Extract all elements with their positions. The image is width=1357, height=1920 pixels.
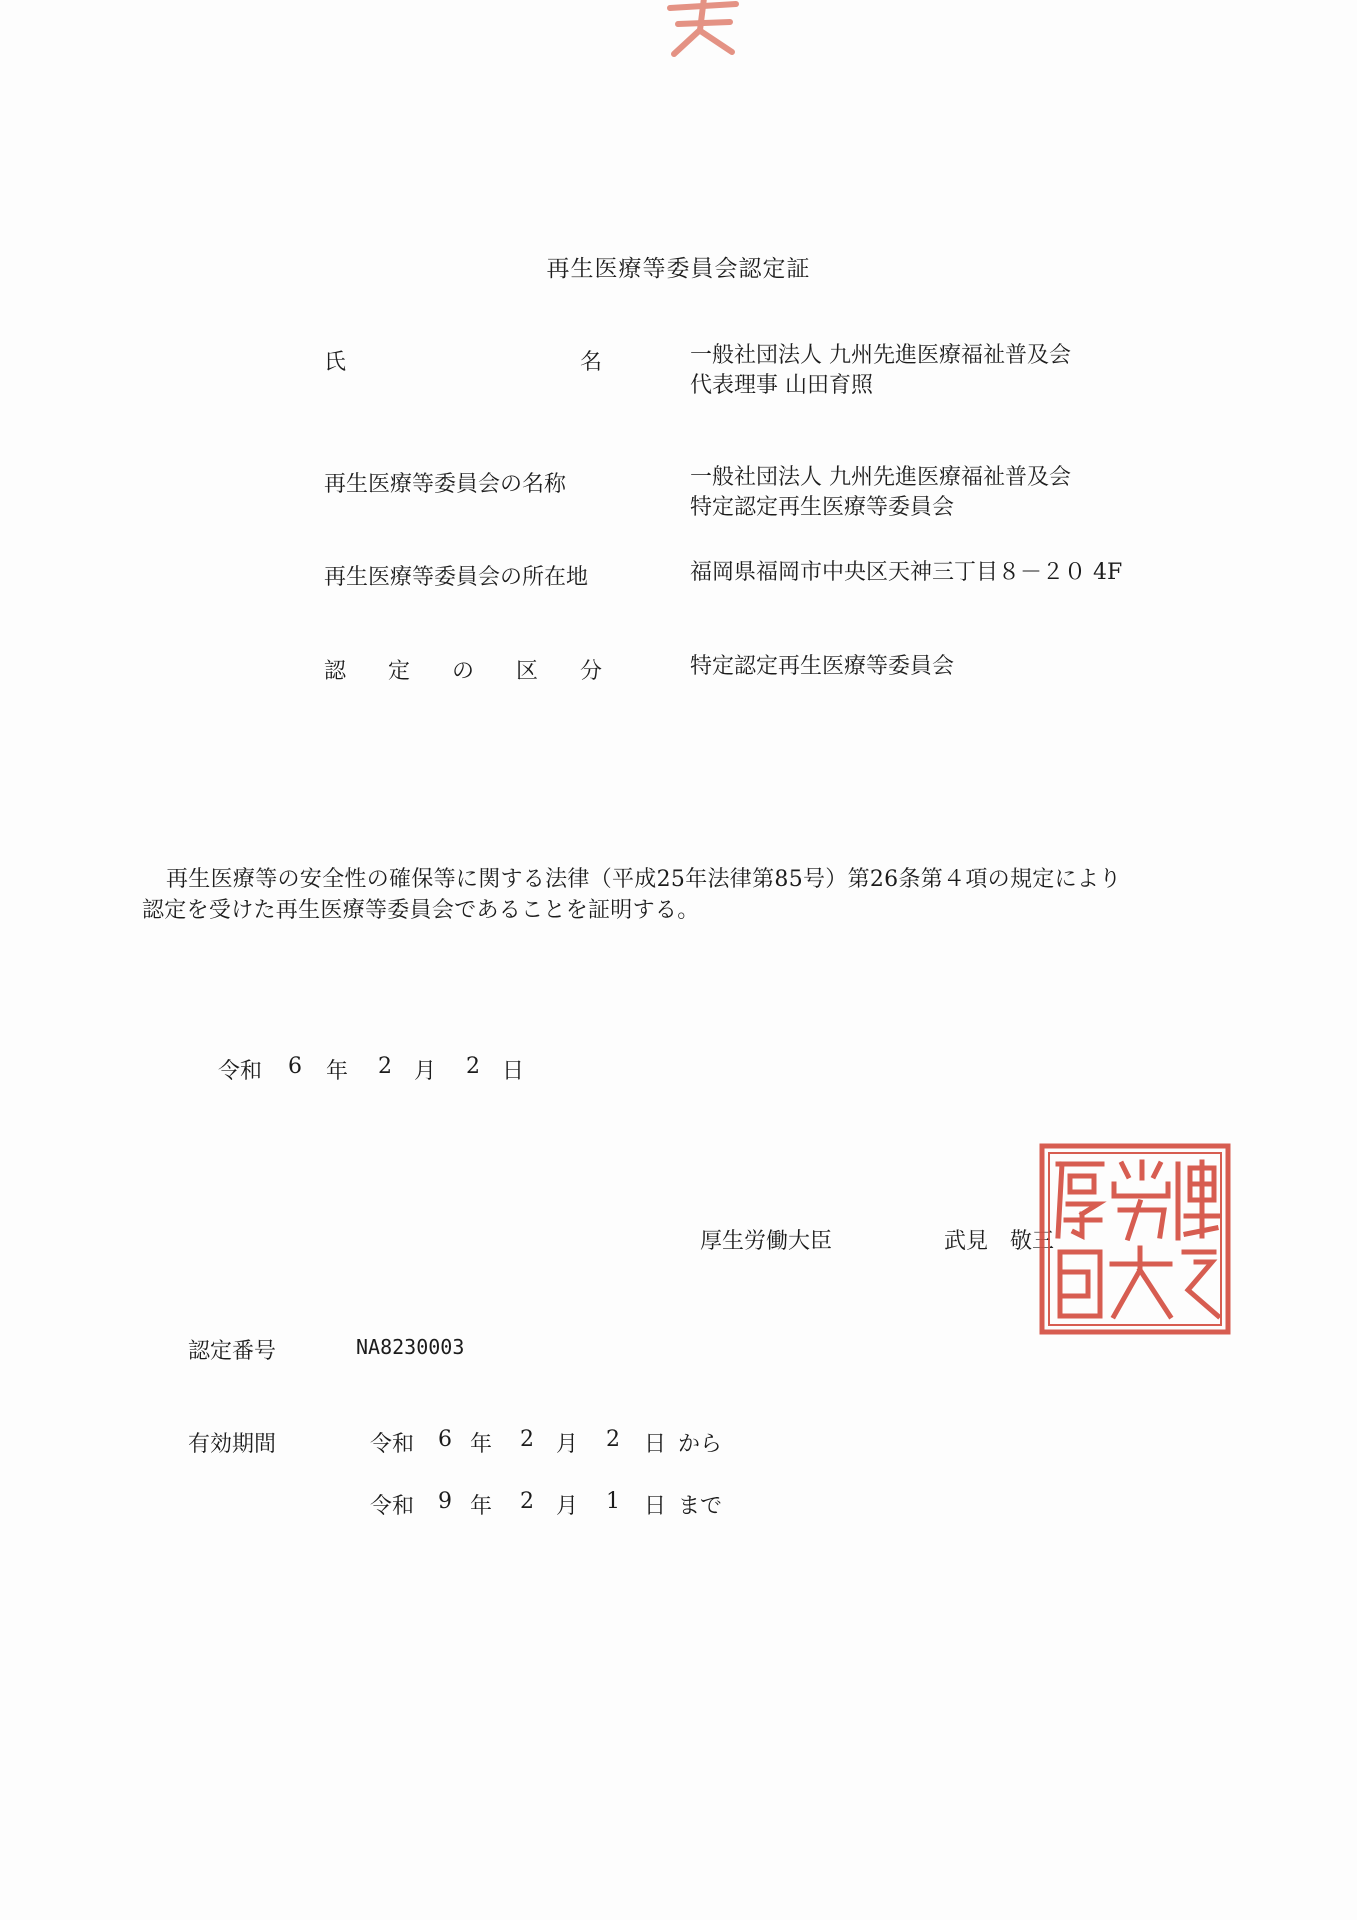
official-seal-image: [1036, 1140, 1234, 1338]
category-label-char-2: 定: [387, 659, 410, 684]
top-stamp-fragment: [660, 0, 746, 60]
committee-name-value-line2: 特定認定再生医療等委員会: [690, 495, 955, 520]
category-label-char-5: 分: [579, 659, 602, 684]
certification-number-value: NA8230003: [356, 1335, 465, 1359]
name-value: [690, 341, 1071, 401]
statement-line2: 認定を受けた再生医療等委員会であることを証明する。: [142, 898, 700, 923]
validity-from-year: 6: [438, 1427, 452, 1452]
issue-date-day-unit: 日: [502, 1059, 525, 1084]
validity-label: 有効期間: [188, 1432, 277, 1457]
validity-to-era: 令和: [370, 1494, 415, 1519]
category-label: [324, 654, 602, 685]
validity-to-suffix: まで: [678, 1494, 723, 1519]
category-label-char-3: の: [451, 659, 474, 684]
validity-from: [370, 1427, 722, 1458]
validity-to-month: 2: [520, 1489, 534, 1514]
committee-address-value: 福岡県福岡市中央区天神三丁目８－２０ 4F: [690, 560, 1123, 585]
certification-number-label: 認定番号: [188, 1339, 277, 1364]
issue-date-month: 2: [378, 1054, 392, 1079]
issue-date-month-unit: 月: [414, 1059, 437, 1084]
certificate-title: 再生医療等委員会認定証: [546, 256, 811, 282]
issue-date-era: 令和: [218, 1059, 263, 1084]
issue-date-year: 6: [288, 1054, 302, 1079]
validity-from-day: 2: [606, 1427, 620, 1452]
issue-date-year-unit: 年: [326, 1059, 349, 1084]
name-value-line2: 代表理事 山田育照: [690, 373, 873, 398]
validity-from-era: 令和: [370, 1432, 415, 1457]
validity-to-day: 1: [606, 1489, 620, 1514]
committee-name-value-line1: 一般社団法人 九州先進医療福祉普及会: [690, 465, 1071, 490]
validity-to-month-unit: 月: [556, 1494, 579, 1519]
category-label-char-1: 認: [324, 659, 347, 684]
validity-to: [370, 1489, 722, 1520]
committee-address-label: 再生医療等委員会の所在地: [324, 565, 589, 590]
name-label-right: 名: [579, 350, 602, 375]
validity-to-year-unit: 年: [470, 1494, 493, 1519]
category-label-char-4: 区: [515, 659, 538, 684]
category-value: 特定認定再生医療等委員会: [690, 654, 955, 679]
name-label-left: 氏: [324, 350, 347, 375]
validity-from-year-unit: 年: [470, 1432, 493, 1457]
committee-name-value: [690, 463, 1071, 523]
validity-from-month: 2: [520, 1427, 534, 1452]
validity-to-day-unit: 日: [644, 1494, 667, 1519]
issuer-title: 厚生労働大臣: [700, 1229, 833, 1254]
issue-date: [218, 1054, 524, 1085]
validity-from-suffix: から: [678, 1432, 723, 1457]
validity-from-day-unit: 日: [644, 1432, 667, 1457]
name-label: [324, 345, 602, 376]
validity-from-month-unit: 月: [556, 1432, 579, 1457]
issuer-name: 武見 敬三: [944, 1229, 1055, 1254]
committee-name-label: 再生医療等委員会の名称: [324, 472, 567, 497]
validity-to-year: 9: [438, 1489, 452, 1514]
name-value-line1: 一般社団法人 九州先進医療福祉普及会: [690, 343, 1071, 368]
issue-date-day: 2: [466, 1054, 480, 1079]
statement-line1: 再生医療等の安全性の確保等に関する法律（平成25年法律第85号）第26条第４項の規定により: [166, 867, 1122, 892]
certification-statement: [142, 864, 1122, 926]
